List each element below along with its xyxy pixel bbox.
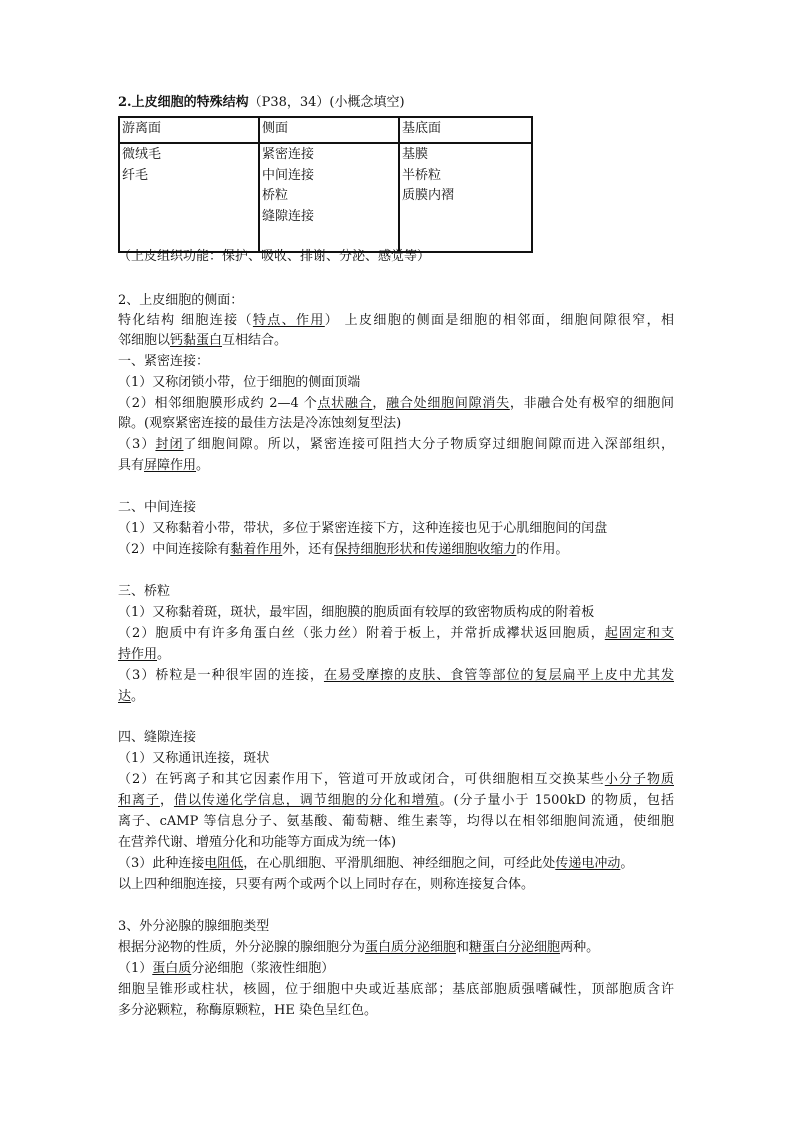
table-cell-lateral-surface: [259, 143, 399, 252]
text: 的作用。: [516, 542, 569, 557]
gap-junction-heading: 四、缝隙连接: [118, 730, 197, 745]
epithelium-structure-table: [118, 116, 533, 253]
text: ，在心肌细胞、平滑肌细胞、神经细胞之间，可经此处: [243, 856, 556, 871]
table-header-basal-surface: 基底面: [399, 117, 532, 143]
gap-p2: [118, 770, 674, 790]
underlined-term: 蛋白质: [152, 961, 192, 976]
table-item: 微绒毛: [122, 147, 162, 162]
underlined-term: 糖蛋白分泌细胞: [469, 940, 561, 955]
table-item: 纤毛: [122, 167, 149, 183]
lateral-line-1: [118, 311, 674, 331]
tight-p2-cont: 隙。(观察紧密连接的最佳方法是冷冻蚀刻复型法): [118, 416, 402, 431]
underlined-term: 传递电冲动: [555, 856, 621, 871]
desmosome-p1: （1）又称黏着斑，斑状，最牢固，细胞膜的胞质面有较厚的致密物质构成的附着板: [118, 605, 595, 620]
text: （3）此种连接: [118, 856, 205, 871]
gland-l4: 多分泌颗粒，称酶原颗粒，HE 染色呈红色。: [118, 1003, 377, 1018]
text: 特化结构 细胞连接（: [118, 313, 253, 328]
table-cell-free-surface: [119, 143, 259, 252]
text: ） 上皮细胞的侧面是细胞的相邻面，细胞间隙很窄，相: [324, 313, 674, 328]
underlined-term: 和离子: [118, 793, 160, 808]
underlined-term: 在易受摩擦的皮肤、食管等部位的复层扁平上皮中尤其发: [323, 668, 674, 683]
underlined-term: 蛋白质分泌细胞: [365, 940, 457, 955]
lateral-heading: 2、上皮细胞的侧面：: [118, 293, 244, 308]
underlined-term: 起固定和支: [604, 626, 674, 641]
tight-p2: [118, 394, 674, 414]
underlined-term: 保持细胞形状和传递细胞收缩力: [334, 542, 517, 557]
underlined-term: 融合处细胞间隙消失: [386, 396, 510, 411]
underlined-term: 电阻低: [204, 856, 244, 871]
tight-p1: （1）又称闭锁小带，位于细胞的侧面顶端: [118, 375, 361, 390]
gap-p3: [118, 854, 633, 874]
desmosome-p2-cont: [118, 645, 170, 665]
text: （3）: [118, 437, 156, 452]
text: ，非融合处有极窄的细胞间: [509, 396, 674, 411]
table-item: 质膜内褶: [402, 188, 455, 203]
tight-p3: [118, 435, 674, 455]
underlined-term: 达: [118, 689, 132, 704]
text: 。: [131, 689, 145, 704]
text: ，: [159, 793, 174, 808]
middle-p1: （1）又称黏着小带，带状，多位于紧密连接下方，这种连接也见于心肌细胞间的闰盘: [118, 521, 608, 536]
desmosome-p3: [118, 666, 674, 686]
text: （2）胞质中有许多角蛋白丝（张力丝）附着于板上，并常折成襻状返回胞质，: [118, 626, 605, 641]
underlined-term: 屏障作用: [144, 458, 197, 473]
gap-p1: （1）又称通讯连接，斑状: [118, 751, 270, 766]
section-title-bold: 2.上皮细胞的特殊结构: [118, 95, 249, 110]
table-item: 紧密连接: [262, 147, 315, 162]
table-item: 基膜: [402, 147, 429, 162]
table-item: 桥粒: [262, 188, 289, 203]
text: 了细胞间隙。所以，紧密连接可阻挡大分子物质穿过细胞间隙而进入深部组织，: [183, 437, 674, 452]
junction-complex-summary: 以上四种细胞连接，只要有两个或两个以上同时存在，则称连接复合体。: [118, 877, 535, 892]
middle-p2: [118, 540, 568, 560]
text: （2）相邻细胞膜形成约 2—4 个: [118, 396, 318, 411]
table-item: 半桥粒: [402, 167, 442, 183]
tight-p3-cont: [118, 456, 209, 476]
underlined-term: 借以传递化学信息，调节细胞的分化和增殖: [173, 793, 440, 808]
underlined-term: 持作用: [118, 647, 158, 662]
table-note: （上皮组织功能：保护、吸收、排谢、分泌、感觉等）: [118, 249, 431, 264]
table-header-lateral-surface: 侧面: [259, 117, 399, 143]
table-header-free-surface: 游离面: [119, 117, 259, 143]
underlined-term: 黏着作用: [230, 542, 283, 557]
text: 互相结合。: [222, 333, 288, 348]
text: 外，还有: [282, 542, 335, 557]
text: 根据分泌物的性质，外分泌腺的腺细胞分为: [118, 940, 366, 955]
desmosome-heading: 三、桥粒: [118, 584, 171, 599]
gland-l3: 细胞呈锥形或柱状，核圆，位于细胞中央或近基底部；基底部胞质强嗜碱性，顶部胞质含许: [118, 982, 674, 997]
desmosome-p2: [118, 624, 674, 644]
gap-p2-line3: 离子、cAMP 等信息分子、氨基酸、葡萄糖、维生素等，均得以在相邻细胞间流通，使细胞: [118, 814, 674, 829]
gland-heading: 3、外分泌腺的腺细胞类型: [118, 919, 270, 934]
table-item: 缝隙连接: [262, 208, 315, 224]
text: （2）中间连接除有: [118, 542, 231, 557]
tight-junction-heading: 一、紧密连接：: [118, 354, 210, 369]
underlined-term: 点状融合: [317, 396, 373, 411]
desmosome-p3-cont: [118, 687, 144, 707]
text: 分泌细胞（浆液性细胞）: [191, 961, 335, 976]
gap-p2-line4: 在营养代谢、增殖分化和功能等方面成为统一体): [118, 835, 397, 850]
underlined-term: 封闭: [155, 437, 184, 452]
lateral-line-2: [118, 331, 287, 351]
text: 。: [157, 647, 171, 662]
text: 和: [456, 940, 470, 955]
underlined-term: 特点、作用: [252, 313, 325, 328]
underlined-term: 钙黏蛋白: [170, 333, 223, 348]
gap-p2-line2: [118, 791, 674, 811]
text: 具有: [118, 458, 145, 473]
text: （3）桥粒是一种很牢固的连接，: [118, 668, 324, 683]
table-item: 中间连接: [262, 167, 315, 183]
gland-l1: [118, 938, 599, 958]
section-title-rest: （P38，34）(小概念填空): [248, 95, 405, 110]
table-cell-basal-surface: [399, 143, 532, 252]
text: 两种。: [560, 940, 600, 955]
text: 。: [196, 458, 210, 473]
section-title: [118, 93, 405, 113]
text: （1）: [118, 961, 153, 976]
text: 。(分子量小于 1500kD 的物质，包括: [439, 793, 674, 808]
text: ，: [372, 396, 387, 411]
text: 邻细胞以: [118, 333, 171, 348]
underlined-term: 小分子物质: [604, 772, 674, 787]
middle-junction-heading: 二、中间连接: [118, 500, 197, 515]
text: （2）在钙离子和其它因素作用下，管道可开放或闭合，可供细胞相互交换某些: [118, 772, 605, 787]
gland-l2: [118, 959, 334, 979]
text: 。: [620, 856, 634, 871]
